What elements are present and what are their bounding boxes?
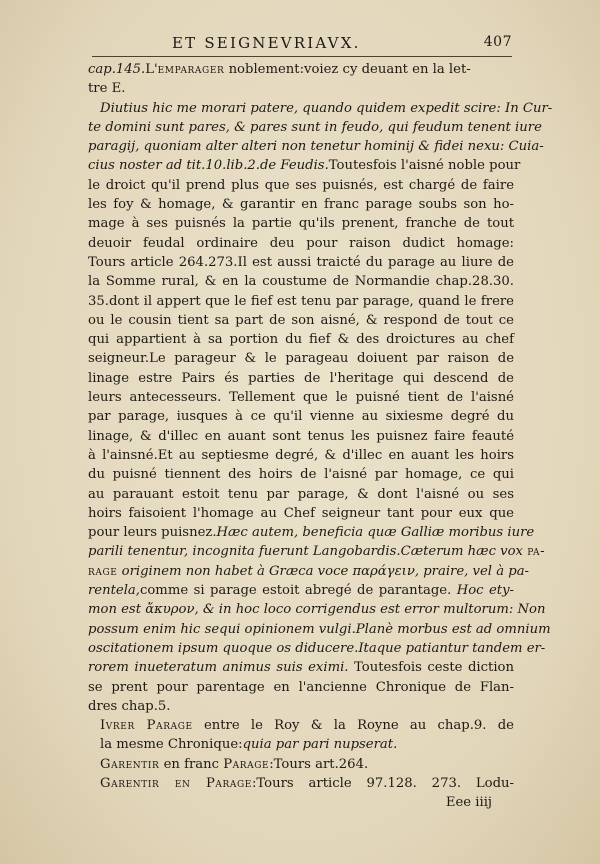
text-run: Hoc ety- <box>456 583 514 599</box>
text-run: la Somme rural, & en la coustume de Normandie chap.28.30. <box>88 274 514 290</box>
text-line <box>88 639 546 658</box>
text-run: mage à ses puisnés la partie qu'ils prenent, franche de tout <box>88 216 514 232</box>
text-line <box>88 118 542 137</box>
header-rule <box>92 56 512 57</box>
text-run: rentela, <box>88 583 140 599</box>
text-line <box>88 330 514 349</box>
text-line <box>88 427 514 446</box>
text-line <box>88 658 514 677</box>
text-line <box>88 99 553 118</box>
text-line <box>88 542 546 561</box>
text-run: mon est ἄκυρον, & in hoc loco corrigendus est error multorum: Non <box>88 602 546 618</box>
text-run: linage estre Pairs és parties de l'heritage qui descend de <box>88 370 514 386</box>
text-line <box>88 234 514 253</box>
text-run: Tours article 264.273.Il est aussi traicté du parage au liure de <box>88 254 514 270</box>
text-line <box>88 388 514 407</box>
text-line <box>88 562 530 581</box>
text-run: Toutesfois ceste diction <box>348 660 514 676</box>
text-line <box>88 485 514 504</box>
text-run: :Tours article 97.128. 273. Lodu- <box>251 775 514 791</box>
text-run: Eee iiij <box>445 795 492 811</box>
text-line <box>88 620 551 639</box>
text-line <box>88 272 514 291</box>
text-run: emparager <box>157 62 225 77</box>
text-run: originem non habet à Græca voce παράγειν, praire, vel à pa- <box>117 563 530 579</box>
text-run: Parage <box>223 756 270 772</box>
text-run: rage <box>88 563 118 579</box>
text-run: noblement:voiez cy deuant en la let- <box>224 62 471 77</box>
text-run: qui appartient à sa portion du fief & des droictures au chef <box>88 332 514 348</box>
text-run: dres chap.5. <box>88 698 171 714</box>
text-run: cius noster ad tit.10.lib.2.de Feudis. <box>88 158 329 174</box>
text-run: paragij, quoniam alter alteri non tenetur hominij & fidei nexu: Cuia- <box>88 139 544 155</box>
text-run: deuoir feudal ordinaire deu pour raison dudict homage: <box>88 235 514 251</box>
text-line <box>88 407 514 426</box>
text-line <box>88 156 521 175</box>
text-run: par parage, iusques à ce qu'il vienne au sixiesme degré du <box>88 409 514 425</box>
text-line <box>88 697 514 716</box>
text-run: Toutesfois l'aisné noble pour <box>328 158 521 174</box>
text-line <box>88 755 514 774</box>
text-run: 35.dont il appert que le fief est tenu par parage, quand le frere <box>88 293 514 309</box>
text-line <box>88 214 514 233</box>
text-line <box>88 581 514 600</box>
text-line <box>88 523 535 542</box>
text-run: Garentir <box>100 756 160 772</box>
text-line <box>88 600 546 619</box>
text-run: leurs antecesseurs. Tellement que le puisné tient de l'aisné <box>88 390 514 406</box>
text-run: la mesme Chronique: <box>100 737 243 753</box>
text-run: cap.145. <box>88 62 146 77</box>
text-run: en franc <box>159 756 224 772</box>
text-run: comme si parage estoit abregé de parantage. <box>139 583 457 599</box>
text-run: oscitationem ipsum quoque os diducere.Itaque patiantur tandem er- <box>88 640 546 656</box>
text-run: L' <box>145 62 158 77</box>
text-line <box>88 716 514 735</box>
text-line <box>88 176 514 195</box>
text-run: parili tenentur, incognita fuerunt Langobardis.Cæterum hæc vox <box>88 544 528 560</box>
text-line <box>88 79 514 98</box>
text-run: ou le cousin tient sa part de son aisné, & respond de tout ce <box>88 312 514 328</box>
text-run: te domini sunt pares, & pares sunt in feudo, qui feudum tenent iure <box>88 119 542 135</box>
text-run: entre le Roy & la Royne au chap.9. de <box>192 718 514 734</box>
text-run: hoirs faisoient l'homage au Chef seigneur tant pour eux que <box>88 505 514 521</box>
text-run: rorem inueteratum animus suis eximi. <box>88 660 349 676</box>
text-run: du puisné tiennent des hoirs de l'aisné par homage, ce qui <box>88 467 514 483</box>
text-line <box>88 735 514 754</box>
text-run: le droict qu'il prend plus que ses puisnés, est chargé de faire <box>88 177 514 193</box>
running-title: ET SEIGNEVRIAVX. <box>172 34 361 52</box>
text-run: seigneur.Le parageur & le parageau doiuent par raison de <box>88 351 514 367</box>
text-run: les foy & homage, & garantir en franc parage soubs son ho- <box>88 197 514 213</box>
text-run: pour leurs puisnez. <box>88 525 217 541</box>
text-line <box>88 349 514 368</box>
text-run: tre E. <box>88 81 126 97</box>
text-run: au parauant estoit tenu par parage, & dont l'aisné ou ses <box>88 486 514 502</box>
text-run: possum enim hic sequi opinionem vulgi.Planè morbus est ad omnium <box>88 621 551 637</box>
text-line <box>88 311 514 330</box>
page-number: 407 <box>483 34 512 50</box>
text-line <box>88 253 514 272</box>
text-run: Garentir en Parage <box>100 775 252 791</box>
text-line <box>88 774 514 793</box>
running-header <box>172 34 512 52</box>
text-line <box>88 195 514 214</box>
text-run: Ivrer Parage <box>100 718 193 734</box>
body-text <box>88 60 553 813</box>
text-line <box>88 446 514 465</box>
text-run: à l'ainsné.Et au septiesme degré, & d'illec en auant les hoirs <box>88 447 514 463</box>
text-line <box>88 369 514 388</box>
text-run: se prent pour parentage en l'ancienne Chronique de Flan- <box>88 679 514 695</box>
text-run: pa- <box>527 544 546 560</box>
text-run: quia par pari nupserat. <box>242 737 398 753</box>
text-run: Diutius hic me morari patere, quando quidem expedit scire: In Cur- <box>100 100 553 116</box>
text-run: linage, & d'illec en auant sont tenus les puisnez faire feauté <box>88 428 514 444</box>
text-line <box>88 504 514 523</box>
text-line <box>88 678 514 697</box>
text-run: Hæc autem, beneficia quæ Galliæ moribus iure <box>216 525 535 541</box>
text-line <box>88 465 514 484</box>
text-line <box>88 60 514 79</box>
text-line <box>88 793 514 812</box>
text-line <box>88 292 514 311</box>
text-run: :Tours art.264. <box>269 756 369 772</box>
text-line <box>88 137 544 156</box>
